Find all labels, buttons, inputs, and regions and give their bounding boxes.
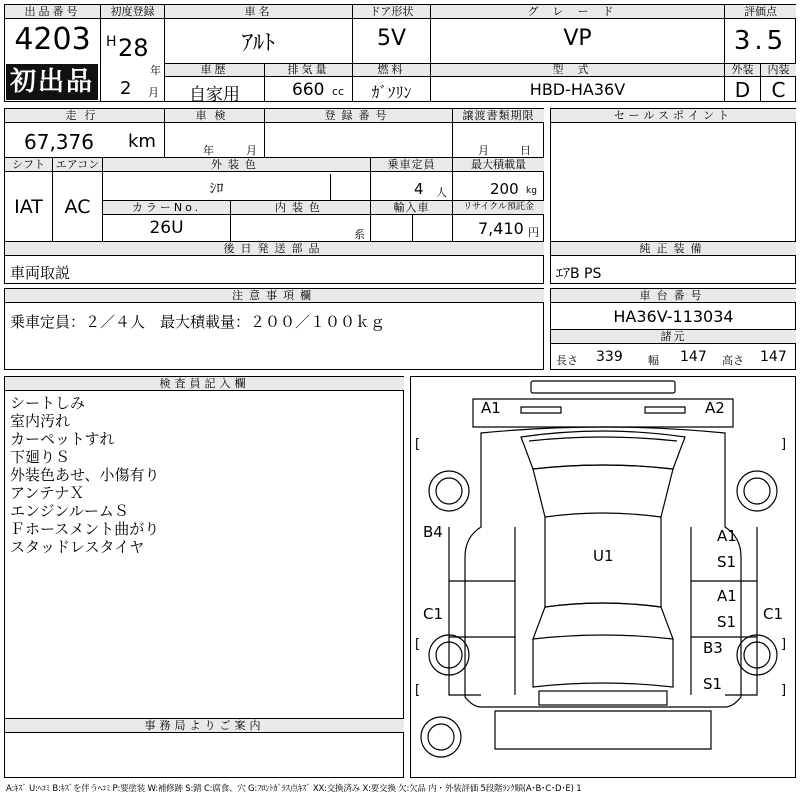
- recycle-label: リサイクル預託金: [453, 201, 544, 215]
- import-label: 輸入車: [371, 201, 452, 215]
- inspector-line: シートしみ: [10, 394, 86, 412]
- mark-b3-right-quarter: B3: [703, 639, 723, 657]
- era: H: [106, 34, 117, 50]
- dims-label: 諸元: [551, 330, 796, 344]
- capacity-unit: 人: [436, 186, 447, 199]
- color: ｼﾛ: [209, 181, 224, 197]
- bracket-close: ]: [781, 637, 787, 652]
- transfer-label: 譲渡書類期限: [453, 109, 544, 123]
- shift-label: シフト: [5, 158, 52, 172]
- door-label: ドア形状: [353, 5, 430, 19]
- genuine-label: 純正装備: [551, 242, 796, 256]
- int-color-label: 内装色: [231, 201, 370, 215]
- grade: VP: [563, 26, 592, 51]
- transfer-month-unit: 月: [478, 144, 489, 157]
- chassis-number: HA36V-113034: [613, 307, 734, 326]
- mileage-label: 走行: [5, 109, 164, 123]
- bracket-open: [: [415, 637, 421, 652]
- length-label: 長さ: [556, 354, 578, 367]
- interior-grade: C: [771, 78, 786, 102]
- first-reg-month: 2: [120, 78, 132, 99]
- model: HBD-HA36V: [529, 80, 626, 99]
- inspector-label: 検査員記入欄: [5, 377, 404, 391]
- displacement-unit: cc: [332, 85, 345, 98]
- history-label: 車歴: [165, 64, 264, 77]
- first-reg-year: 28: [118, 34, 149, 62]
- inspector-line: スタッドレスタイヤ: [10, 538, 145, 556]
- mark-a2-front-right: A2: [705, 399, 725, 417]
- ac: AC: [64, 196, 91, 218]
- width: 147: [680, 349, 707, 365]
- legend: A:ｷｽﾞ U:ﾍｺﾐ B:ｷｽﾞを伴うﾍｺﾐ P:要塗装 W:補修跡 S:錆 C:腐食、穴 G:ﾌﾛﾝﾄｶﾞﾗｽ点ｷｽﾞ XX:交換済み X:要交換 欠:欠品 内・外装評価 5段階ﾗﾝｸ順(A･B･C･D･E) 1: [6, 784, 582, 794]
- inspector-line: Ｆホースメント曲がり: [10, 520, 160, 538]
- lot-number: 4203: [14, 22, 91, 57]
- inspector-notes: [10, 394, 160, 556]
- later-parts: 車両取説: [10, 264, 71, 282]
- inspector-line: 外装色あせ、小傷有り: [10, 466, 160, 484]
- mark-a1-front-left: A1: [481, 399, 501, 417]
- score-label: 評価点: [725, 5, 796, 19]
- displacement-label: 排気量: [265, 64, 352, 77]
- mark-s1-right-door-rear: S1: [717, 613, 737, 631]
- first-reg-label: 初度登録: [101, 5, 164, 19]
- notes-label: 注意事項欄: [5, 289, 544, 303]
- door-type: 5V: [376, 26, 407, 51]
- shift: IAT: [14, 196, 43, 218]
- mark-a1-right-door-rear: A1: [717, 587, 737, 605]
- inspector-line: 下廻りＳ: [10, 448, 71, 466]
- height-label: 高さ: [722, 354, 744, 367]
- fuel: ｶﾞｿﾘﾝ: [371, 83, 412, 102]
- mark-s1-rear-right: S1: [703, 675, 723, 693]
- recycle-fee: 7,410: [478, 219, 524, 238]
- capacity-label: 乗車定員: [371, 158, 452, 172]
- mark-c1-right-rear: C1: [763, 605, 784, 623]
- inspector-line: 室内汚れ: [10, 412, 71, 430]
- office-label: 事務局よりご案内: [5, 718, 404, 733]
- car-outline: [411, 377, 795, 777]
- interior-label: 内装: [761, 64, 796, 77]
- ac-label: エアコン: [53, 158, 102, 172]
- mark-u1-roof: U1: [593, 547, 614, 565]
- fuel-label: 燃料: [353, 64, 430, 77]
- inspection-label: 車検: [165, 109, 264, 123]
- lot-number-label: 出品番号: [5, 5, 100, 19]
- displacement: 660: [292, 80, 325, 100]
- mark-s1-right-door-front: S1: [717, 553, 737, 571]
- month-unit: 月: [148, 86, 159, 99]
- inspection-month-unit: 月: [246, 144, 257, 157]
- payload-unit: kg: [526, 186, 537, 196]
- first-listing-badge: 初出品: [6, 64, 98, 100]
- color-no: 26U: [149, 218, 184, 238]
- chassis-label: 車台番号: [551, 289, 796, 303]
- sales-points-box: [550, 108, 796, 284]
- exterior-label: 外装: [725, 64, 760, 77]
- height: 147: [760, 349, 787, 365]
- mark-b4-left: B4: [423, 523, 443, 541]
- inspection-year-unit: 年: [203, 144, 214, 157]
- width-label: 幅: [648, 354, 659, 367]
- genuine-equipment: ｴｱB PS: [556, 266, 602, 282]
- exterior-grade: D: [734, 78, 751, 102]
- transfer-day-unit: 日: [520, 144, 531, 157]
- payload: 200: [490, 180, 519, 198]
- bracket-close: ]: [781, 437, 787, 452]
- inspector-line: アンテナＸ: [10, 484, 85, 502]
- inspector-line: カーペットすれ: [10, 430, 115, 448]
- bracket-close: ]: [781, 683, 787, 698]
- mark-c1-left-rear: C1: [423, 605, 444, 623]
- notes: 乗車定員：２／４人 最大積載量：２００／１００ｋｇ: [10, 313, 386, 331]
- inspector-line: エンジンルームＳ: [10, 502, 129, 520]
- mileage: 67,376: [24, 130, 94, 154]
- color-label: 外装色: [103, 158, 370, 172]
- length: 339: [596, 349, 623, 365]
- history: 自家用: [189, 85, 240, 105]
- reg-number-label: 登録番号: [265, 109, 452, 123]
- bracket-open: [: [415, 683, 421, 698]
- bracket-open: [: [415, 437, 421, 452]
- recycle-unit: 円: [528, 226, 539, 239]
- year-unit: 年: [150, 64, 161, 77]
- mark-a1-right-door-front: A1: [717, 527, 737, 545]
- payload-label: 最大積載量: [453, 158, 544, 172]
- car-name: ｱﾙﾄ: [241, 31, 275, 56]
- later-parts-label: 後日発送部品: [5, 242, 544, 256]
- grade-label: グレード: [431, 5, 724, 19]
- damage-diagram: [410, 376, 796, 778]
- model-label: 型式: [431, 64, 724, 77]
- color-no-label: カラーNo.: [103, 201, 230, 215]
- int-color-suffix: 系: [354, 228, 365, 241]
- score: 3.5: [733, 26, 788, 56]
- mileage-unit: km: [128, 131, 156, 152]
- sales-points-label: セールスポイント: [551, 109, 796, 123]
- car-name-label: 車名: [165, 5, 352, 19]
- capacity: 4: [414, 180, 424, 198]
